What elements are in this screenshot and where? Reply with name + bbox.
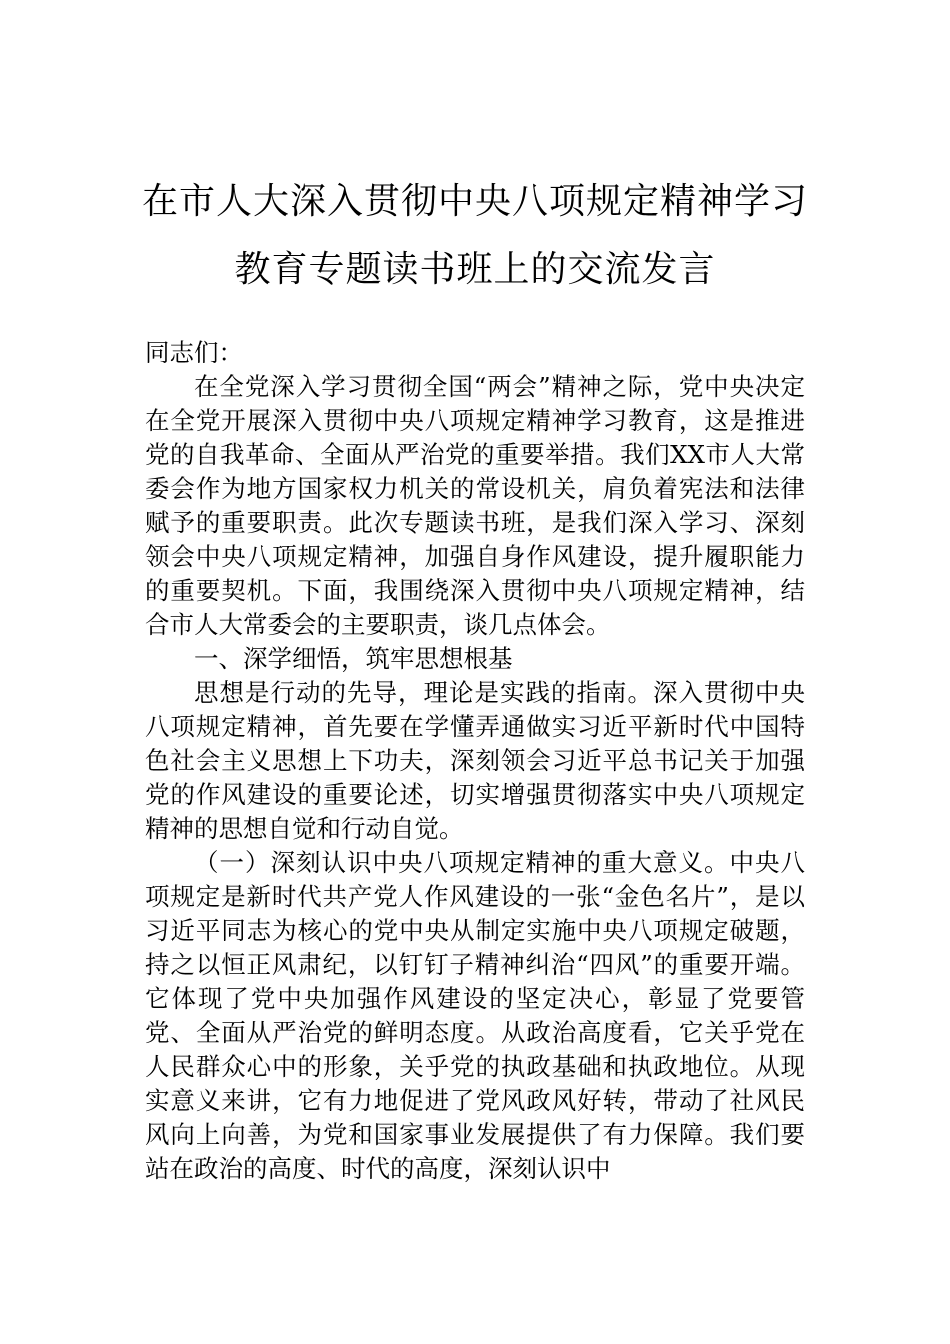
document-title-line-2: 教育专题读书班上的交流发言 xyxy=(234,249,716,290)
paragraph-subsection-1: （一）深刻认识中央八项规定精神的重大意义。中央八项规定是新时代共产党人作风建设的一张“金色名片”，是以习近平同志为核心的党中央从制定实施中央八项规定破题，持之以恒正风肃纪，以钉钉子精神纠治“四风”的重要开端。它体现了党中央加强作风建设的坚定决心，彰显了党要管党、全面从严治党的鲜明态度。从政治高度看，它关乎党在人民群众心中的形象，关乎党的执政基础和执政地位。从现实意义来讲，它有力地促进了党风政风好转，带动了社风民风向上向善，为党和国家事业发展提供了有力保障。我们要站在政治的高度、时代的高度，深刻认识中 xyxy=(145,848,805,1183)
paragraph-intro: 在全党深入学习贯彻全国“两会”精神之际，党中央决定在全党开展深入贯彻中央八项规定精神学习教育，这是推进党的自我革命、全面从严治党的重要举措。我们XX市人大常委会作为地方国家权力机关的常设机关，肩负着宪法和法律赋予的重要职责。此次专题读书班，是我们深入学习、深刻领会中央八项规定精神，加强自身作风建设，提升履职能力的重要契机。下面，我围绕深入贯彻中央八项规定精神，结合市人大常委会的主要职责，谈几点体会。 xyxy=(145,372,805,639)
section-heading-1: 一、深学细悟，筑牢思想根基 xyxy=(194,644,513,673)
document-title-line-1: 在市人大深入贯彻中央八项规定精神学习 xyxy=(141,181,808,222)
paragraph-section-1: 思想是行动的先导，理论是实践的指南。深入贯彻中央八项规定精神，首先要在学懂弄通做实习近平新时代中国特色社会主义思想上下功夫，深刻领会习近平总书记关于加强党的作风建设的重要论述，切实增强贯彻落实中央八项规定精神的思想自觉和行动自觉。 xyxy=(145,678,805,843)
document-body xyxy=(145,336,805,1186)
salutation: 同志们： xyxy=(145,338,243,367)
